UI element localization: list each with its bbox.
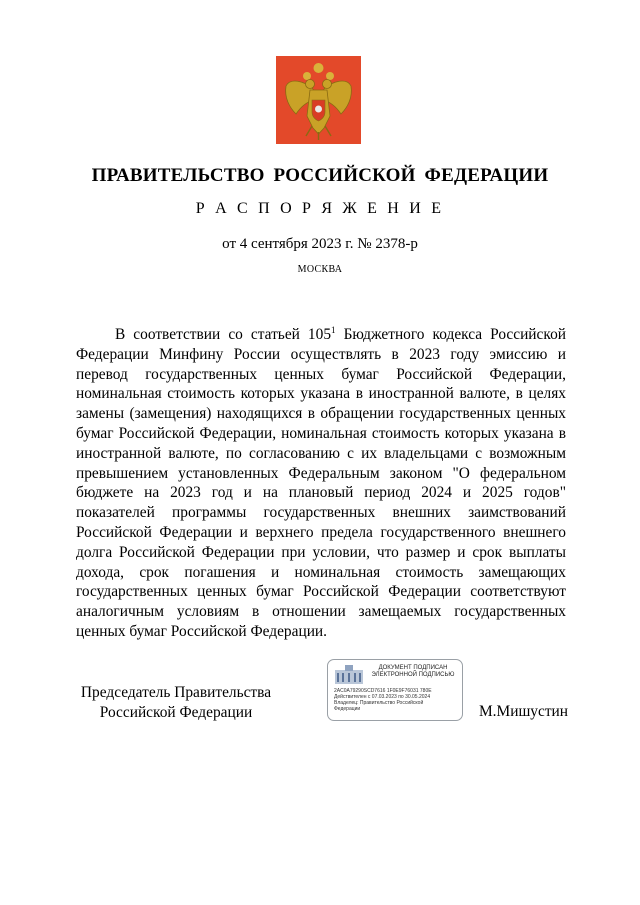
stamp-certificate: 2AC0A79290SCD7616 1F0E9F76031 780E (334, 688, 432, 694)
stamp-owner-line1: Владелец: Правительство Российской (334, 700, 424, 706)
stamp-details (334, 688, 460, 712)
body-text: Бюджетного кодекса Российской Федерации Минфину России осуществлять в 2023 году эмиссию и перевод государственных ценных бумаг Российской Федерации, номинальная стоимость которых указана в иностранной валюте, в целях замены (замещения) находящихся в обращении государственных ценных бумаг Российской Федерации, номинальная стоимость которых указана в иностранной валюте, по согласованию с их владельцами с возможным превышением установленных Федеральным законом "О федеральном бюджете на 2023 год и на плановый период 2024 и 2025 годов" показателей программы государственных внешних заимствований Российской Федерации и верхнего предела государственного внешнего долга Российской Федерации при условии, что размер и срок выплаты дохода, срок погашения и номинальная стоимость замещающих государственных ценных бумаг Российской Федерации соответствуют аналогичным условиям в отношении замещаемых государственных ценных бумаг Российской Федерации. (76, 326, 566, 640)
coat-of-arms-icon (276, 56, 361, 144)
emblem-rider (315, 106, 322, 113)
emblem-crown-left (303, 72, 311, 80)
electronic-signature-stamp (327, 659, 463, 721)
document-date-number: от 4 сентября 2023 г. № 2378-р (222, 236, 418, 252)
article-superscript: 1 (331, 325, 336, 335)
order-body-paragraph (76, 325, 566, 642)
body-intro: В соответствии со статьей 105 (115, 326, 332, 343)
signatory-position-line2: Российской Федерации (99, 703, 253, 721)
stamp-title (366, 665, 460, 679)
emblem-crown-right (326, 72, 334, 80)
emblem-crown-top (314, 63, 324, 73)
government-title: ПРАВИТЕЛЬСТВО РОССИЙСКОЙ ФЕДЕРАЦИИ (91, 165, 549, 186)
government-building-icon (334, 664, 364, 686)
document-city: МОСКВА (297, 264, 343, 275)
signatory-position (76, 683, 276, 723)
document-type: Р А С П О Р Я Ж Е Н И Е (195, 200, 445, 217)
signatory-position-line1: Председатель Правительства (80, 684, 272, 701)
stamp-title-line1: ДОКУМЕНТ ПОДПИСАН (378, 665, 448, 671)
stamp-validity: Действителен с 07.03.2023 по 30.05.2024 (334, 694, 431, 700)
stamp-owner-line2: Федерации (334, 706, 361, 712)
emblem-head-left (306, 80, 315, 89)
signatory-name: М.Мишустин (479, 703, 569, 720)
stamp-title-line2: ЭЛЕКТРОННОЙ ПОДПИСЬЮ (371, 672, 455, 678)
emblem-head-right (323, 80, 332, 89)
